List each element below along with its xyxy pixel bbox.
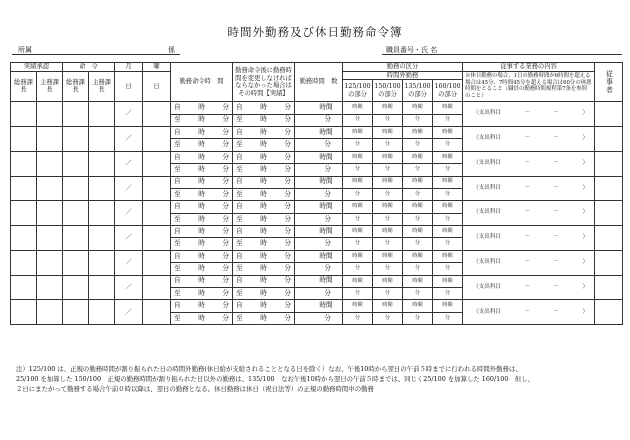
- month-day-cell[interactable]: ／: [115, 126, 143, 151]
- duty-cell[interactable]: （支出科目 － － ）: [463, 250, 595, 275]
- rate-160-min-cell[interactable]: 分: [433, 114, 463, 126]
- rate-150-cell[interactable]: 時間: [373, 250, 403, 262]
- changed-time-to-cell[interactable]: 至 時 分: [233, 238, 295, 250]
- table-row: [11, 201, 623, 213]
- changed-time-from-cell[interactable]: 自 時 分: [233, 151, 295, 163]
- approval-chief-cell[interactable]: [37, 151, 63, 176]
- order-time-from-cell[interactable]: 自 時 分: [171, 226, 233, 238]
- order-chief-cell[interactable]: [89, 250, 115, 275]
- rate-150-min-cell[interactable]: 分: [373, 312, 403, 324]
- changed-time-to-cell[interactable]: 至 時 分: [233, 213, 295, 225]
- work-minutes-cell[interactable]: 分: [295, 139, 343, 151]
- order-gm-cell[interactable]: [63, 226, 89, 251]
- rate-160-cell[interactable]: 時間: [433, 275, 463, 287]
- order-time-from-cell[interactable]: 自 時 分: [171, 275, 233, 287]
- duty-cell[interactable]: （支出科目 － － ）: [463, 176, 595, 201]
- rate-150-min-cell[interactable]: 分: [373, 213, 403, 225]
- weekday-cell[interactable]: [143, 201, 171, 226]
- order-chief-cell[interactable]: [89, 275, 115, 300]
- rate-135-cell[interactable]: 時間: [403, 226, 433, 238]
- rate-160-min-cell[interactable]: 分: [433, 188, 463, 200]
- order-gm-cell[interactable]: [63, 151, 89, 176]
- approval-gm-cell[interactable]: [11, 300, 37, 325]
- approval-gm-cell[interactable]: [11, 151, 37, 176]
- order-time-from-cell[interactable]: 自 時 分: [171, 151, 233, 163]
- approval-chief-cell[interactable]: [37, 176, 63, 201]
- changed-time-header: 勤務命令後に勤務時間を変更しなければならなかった場合はその時間【実績】: [233, 63, 295, 102]
- changed-time-to-cell[interactable]: 至 時 分: [233, 114, 295, 126]
- month-header: 月: [115, 63, 143, 72]
- day-header: 日: [115, 71, 143, 102]
- rate-160-header: 160/100の部分: [433, 80, 463, 102]
- rate-150-min-cell[interactable]: 分: [373, 164, 403, 176]
- approval-header: 実績承認: [11, 63, 63, 72]
- order-time-to-cell[interactable]: 至 時 分: [171, 139, 233, 151]
- note-line-3: ２日にまたがって勤務する場合午前０時以降は、翌日の勤務となる。休日勤務は休日（祝日法等）の正規の勤務時間中の勤務: [16, 385, 374, 394]
- rate-135-min-cell[interactable]: 分: [403, 188, 433, 200]
- weekday-cell[interactable]: [143, 151, 171, 176]
- order-chief-header: 主務課長: [89, 71, 115, 102]
- rate-160-cell[interactable]: 時間: [433, 250, 463, 262]
- rate-125-min-cell[interactable]: 分: [343, 213, 373, 225]
- rate-135-min-cell[interactable]: 分: [403, 114, 433, 126]
- approval-chief-cell[interactable]: [37, 300, 63, 325]
- work-minutes-cell[interactable]: 分: [295, 213, 343, 225]
- work-hours-header: 勤務時間 数: [295, 63, 343, 102]
- rate-125-min-cell[interactable]: 分: [343, 114, 373, 126]
- work-hours-cell[interactable]: 時間: [295, 201, 343, 213]
- work-hours-cell[interactable]: 時間: [295, 126, 343, 138]
- changed-time-from-cell[interactable]: 自 時 分: [233, 201, 295, 213]
- rate-135-cell[interactable]: 時間: [403, 126, 433, 138]
- order-chief-cell[interactable]: [89, 102, 115, 127]
- approval-gm-cell[interactable]: [11, 126, 37, 151]
- rate-160-cell[interactable]: 時間: [433, 126, 463, 138]
- weekday-cell[interactable]: [143, 176, 171, 201]
- duty-cell[interactable]: （支出科目 － － ）: [463, 201, 595, 226]
- rate-150-min-cell[interactable]: 分: [373, 263, 403, 275]
- weekday-cell[interactable]: [143, 226, 171, 251]
- order-gm-cell[interactable]: [63, 201, 89, 226]
- work-minutes-cell[interactable]: 分: [295, 188, 343, 200]
- rate-125-header: 125/100の部分: [343, 80, 373, 102]
- rate-160-cell[interactable]: 時間: [433, 176, 463, 188]
- duty-cell[interactable]: （支出科目 － － ）: [463, 300, 595, 325]
- weekday-cell[interactable]: [143, 300, 171, 325]
- rate-125-min-cell[interactable]: 分: [343, 164, 373, 176]
- weekday-cell[interactable]: [143, 250, 171, 275]
- worker-cell[interactable]: [595, 300, 623, 325]
- table-row: [11, 102, 623, 114]
- rate-150-cell[interactable]: 時間: [373, 151, 403, 163]
- work-minutes-cell[interactable]: 分: [295, 263, 343, 275]
- order-time-from-cell[interactable]: 自 時 分: [171, 126, 233, 138]
- work-hours-cell[interactable]: 時間: [295, 226, 343, 238]
- changed-time-from-cell[interactable]: 自 時 分: [233, 126, 295, 138]
- changed-time-to-cell[interactable]: 至 時 分: [233, 164, 295, 176]
- table-row: [11, 176, 623, 188]
- order-time-from-cell[interactable]: 自 時 分: [171, 300, 233, 312]
- changed-time-from-cell[interactable]: 自 時 分: [233, 102, 295, 114]
- rate-135-min-cell[interactable]: 分: [403, 213, 433, 225]
- order-general-manager-header: 総務課長: [63, 71, 89, 102]
- order-chief-cell[interactable]: [89, 176, 115, 201]
- notes: [16, 364, 616, 395]
- rate-135-min-cell[interactable]: 分: [403, 288, 433, 300]
- duty-cell[interactable]: （支出科目 － － ）: [463, 151, 595, 176]
- weekday-cell[interactable]: [143, 126, 171, 151]
- rate-135-min-cell[interactable]: 分: [403, 238, 433, 250]
- changed-time-from-cell[interactable]: 自 時 分: [233, 275, 295, 287]
- worker-cell[interactable]: [595, 102, 623, 127]
- rate-135-min-cell[interactable]: 分: [403, 312, 433, 324]
- duty-cell[interactable]: （支出科目 － － ）: [463, 226, 595, 251]
- approval-gm-cell[interactable]: [11, 102, 37, 127]
- rate-160-min-cell[interactable]: 分: [433, 288, 463, 300]
- approval-gm-cell[interactable]: [11, 201, 37, 226]
- rate-135-header: 135/100の部分: [403, 80, 433, 102]
- work-minutes-cell[interactable]: 分: [295, 288, 343, 300]
- rate-160-cell[interactable]: 時間: [433, 151, 463, 163]
- order-time-header: 勤務命令時 間: [171, 63, 233, 102]
- rate-150-min-cell[interactable]: 分: [373, 139, 403, 151]
- work-minutes-cell[interactable]: 分: [295, 114, 343, 126]
- staff-underline: [382, 54, 622, 55]
- work-hours-cell[interactable]: 時間: [295, 176, 343, 188]
- weekday-header: 曜: [143, 63, 171, 72]
- rate-150-min-cell[interactable]: 分: [373, 288, 403, 300]
- rate-150-cell[interactable]: 時間: [373, 201, 403, 213]
- work-hours-cell[interactable]: 時間: [295, 250, 343, 262]
- staff-label: 職員番号・氏 名: [386, 46, 438, 54]
- rate-135-cell[interactable]: 時間: [403, 151, 433, 163]
- order-gm-cell[interactable]: [63, 300, 89, 325]
- worker-cell[interactable]: [595, 201, 623, 226]
- table-row: [11, 226, 623, 238]
- order-time-to-cell[interactable]: 至 時 分: [171, 164, 233, 176]
- rate-135-min-cell[interactable]: 分: [403, 164, 433, 176]
- rate-160-cell[interactable]: 時間: [433, 300, 463, 312]
- rate-135-cell[interactable]: 時間: [403, 275, 433, 287]
- month-day-cell[interactable]: ／: [115, 300, 143, 325]
- rate-125-min-cell[interactable]: 分: [343, 139, 373, 151]
- order-time-to-cell[interactable]: 至 時 分: [171, 263, 233, 275]
- changed-time-from-cell[interactable]: 自 時 分: [233, 176, 295, 188]
- rate-125-cell[interactable]: 時間: [343, 226, 373, 238]
- rate-135-cell[interactable]: 時間: [403, 102, 433, 114]
- general-manager-header: 総務課長: [11, 71, 37, 102]
- order-gm-cell[interactable]: [63, 250, 89, 275]
- work-hours-cell[interactable]: 時間: [295, 151, 343, 163]
- rate-150-min-cell[interactable]: 分: [373, 188, 403, 200]
- rate-125-cell[interactable]: 時間: [343, 176, 373, 188]
- worker-header: 従事者: [595, 63, 623, 102]
- affiliation-label: 所属: [18, 46, 32, 54]
- table-row: [11, 275, 623, 287]
- page-title: 時間外勤務及び休日勤務命令簿: [227, 25, 403, 39]
- rate-125-cell[interactable]: 時間: [343, 201, 373, 213]
- rate-125-min-cell[interactable]: 分: [343, 188, 373, 200]
- changed-time-to-cell[interactable]: 至 時 分: [233, 312, 295, 324]
- category-header: 勤務の区分: [343, 63, 463, 72]
- rate-125-cell[interactable]: 時間: [343, 250, 373, 262]
- changed-time-to-cell[interactable]: 至 時 分: [233, 288, 295, 300]
- rate-125-cell[interactable]: 時間: [343, 300, 373, 312]
- month-day-cell[interactable]: ／: [115, 250, 143, 275]
- rate-150-cell[interactable]: 時間: [373, 126, 403, 138]
- weekday-cell[interactable]: [143, 102, 171, 127]
- order-chief-cell[interactable]: [89, 226, 115, 251]
- rate-160-min-cell[interactable]: 分: [433, 312, 463, 324]
- rate-160-min-cell[interactable]: 分: [433, 213, 463, 225]
- work-minutes-cell[interactable]: 分: [295, 164, 343, 176]
- table-row: [11, 126, 623, 138]
- approval-gm-cell[interactable]: [11, 275, 37, 300]
- section-label: 係: [168, 46, 175, 54]
- approval-gm-cell[interactable]: [11, 176, 37, 201]
- rate-150-cell[interactable]: 時間: [373, 226, 403, 238]
- order-header: 命 令: [63, 63, 115, 72]
- rate-125-min-cell[interactable]: 分: [343, 263, 373, 275]
- approval-gm-cell[interactable]: [11, 250, 37, 275]
- worker-cell[interactable]: [595, 151, 623, 176]
- approval-chief-cell[interactable]: [37, 226, 63, 251]
- order-time-from-cell[interactable]: 自 時 分: [171, 102, 233, 114]
- month-day-cell[interactable]: ／: [115, 151, 143, 176]
- note-line-2: 25/100 を加算した 150/100 正規の勤務時間が割り振られた日以外の勤務は、135/100 なお午後10時から翌日の午前５時までは、同じく25/100 を加算した 160/100 但し、: [16, 375, 534, 384]
- changed-time-to-cell[interactable]: 至 時 分: [233, 263, 295, 275]
- rate-160-cell[interactable]: 時間: [433, 102, 463, 114]
- order-gm-cell[interactable]: [63, 126, 89, 151]
- worker-cell[interactable]: [595, 275, 623, 300]
- month-day-cell[interactable]: ／: [115, 201, 143, 226]
- rate-125-cell[interactable]: 時間: [343, 275, 373, 287]
- duty-cell[interactable]: （支出科目 － － ）: [463, 275, 595, 300]
- rate-150-min-cell[interactable]: 分: [373, 238, 403, 250]
- order-time-to-cell[interactable]: 至 時 分: [171, 312, 233, 324]
- rate-125-cell[interactable]: 時間: [343, 151, 373, 163]
- work-hours-cell[interactable]: 時間: [295, 300, 343, 312]
- duty-note: ※休日勤務の場合、1日の勤務時間が6時間を超える場合は45分、7時間45分を超える場合は60分の休憩時間をとること（職員の勤務時間規程第7条を参照のこと）: [463, 71, 595, 102]
- rate-125-cell[interactable]: 時間: [343, 126, 373, 138]
- duty-header: 従事する業務の内容: [463, 63, 595, 72]
- order-time-to-cell[interactable]: 至 時 分: [171, 114, 233, 126]
- table-row: [11, 250, 623, 262]
- rate-150-min-cell[interactable]: 分: [373, 114, 403, 126]
- changed-time-from-cell[interactable]: 自 時 分: [233, 226, 295, 238]
- approval-chief-cell[interactable]: [37, 275, 63, 300]
- rate-160-min-cell[interactable]: 分: [433, 238, 463, 250]
- rate-125-min-cell[interactable]: 分: [343, 238, 373, 250]
- approval-chief-cell[interactable]: [37, 126, 63, 151]
- rate-135-cell[interactable]: 時間: [403, 250, 433, 262]
- order-gm-cell[interactable]: [63, 275, 89, 300]
- changed-time-from-cell[interactable]: 自 時 分: [233, 250, 295, 262]
- rate-160-cell[interactable]: 時間: [433, 226, 463, 238]
- changed-time-to-cell[interactable]: 至 時 分: [233, 139, 295, 151]
- month-day-cell[interactable]: ／: [115, 176, 143, 201]
- approval-chief-cell[interactable]: [37, 102, 63, 127]
- month-day-cell[interactable]: ／: [115, 102, 143, 127]
- approval-gm-cell[interactable]: [11, 226, 37, 251]
- order-time-from-cell[interactable]: 自 時 分: [171, 201, 233, 213]
- approval-chief-cell[interactable]: [37, 250, 63, 275]
- rate-150-cell[interactable]: 時間: [373, 176, 403, 188]
- order-time-to-cell[interactable]: 至 時 分: [171, 213, 233, 225]
- rate-150-cell[interactable]: 時間: [373, 300, 403, 312]
- order-time-from-cell[interactable]: 自 時 分: [171, 250, 233, 262]
- order-time-to-cell[interactable]: 至 時 分: [171, 188, 233, 200]
- affiliation-underline: [12, 54, 180, 55]
- worker-cell[interactable]: [595, 176, 623, 201]
- work-hours-cell[interactable]: 時間: [295, 102, 343, 114]
- work-minutes-cell[interactable]: 分: [295, 312, 343, 324]
- duty-cell[interactable]: （支出科目 － － ）: [463, 126, 595, 151]
- work-minutes-cell[interactable]: 分: [295, 238, 343, 250]
- month-day-cell[interactable]: ／: [115, 275, 143, 300]
- changed-time-from-cell[interactable]: 自 時 分: [233, 300, 295, 312]
- order-time-from-cell[interactable]: 自 時 分: [171, 176, 233, 188]
- rate-160-cell[interactable]: 時間: [433, 201, 463, 213]
- rate-135-cell[interactable]: 時間: [403, 201, 433, 213]
- day-header-2: 日: [143, 71, 171, 102]
- rate-135-min-cell[interactable]: 分: [403, 139, 433, 151]
- table-row: [11, 300, 623, 312]
- work-hours-cell[interactable]: 時間: [295, 275, 343, 287]
- rate-160-min-cell[interactable]: 分: [433, 139, 463, 151]
- order-time-to-cell[interactable]: 至 時 分: [171, 238, 233, 250]
- month-day-cell[interactable]: ／: [115, 226, 143, 251]
- chief-header: 主務課長: [37, 71, 63, 102]
- rate-150-header: 150/100の部分: [373, 80, 403, 102]
- worker-cell[interactable]: [595, 126, 623, 151]
- rate-125-cell[interactable]: 時間: [343, 102, 373, 114]
- worker-cell[interactable]: [595, 250, 623, 275]
- rate-135-cell[interactable]: 時間: [403, 300, 433, 312]
- rate-150-cell[interactable]: 時間: [373, 275, 403, 287]
- rate-135-min-cell[interactable]: 分: [403, 263, 433, 275]
- order-table: [10, 62, 623, 325]
- weekday-cell[interactable]: [143, 275, 171, 300]
- rate-135-cell[interactable]: 時間: [403, 176, 433, 188]
- order-chief-cell[interactable]: [89, 300, 115, 325]
- rate-160-min-cell[interactable]: 分: [433, 164, 463, 176]
- order-gm-cell[interactable]: [63, 102, 89, 127]
- order-chief-cell[interactable]: [89, 151, 115, 176]
- order-chief-cell[interactable]: [89, 201, 115, 226]
- order-gm-cell[interactable]: [63, 176, 89, 201]
- rate-125-min-cell[interactable]: 分: [343, 288, 373, 300]
- approval-chief-cell[interactable]: [37, 201, 63, 226]
- rate-160-min-cell[interactable]: 分: [433, 263, 463, 275]
- order-chief-cell[interactable]: [89, 126, 115, 151]
- worker-cell[interactable]: [595, 226, 623, 251]
- rate-150-cell[interactable]: 時間: [373, 102, 403, 114]
- overtime-header: 時間外勤務: [343, 71, 463, 80]
- note-line-1: 注）125/100 は、正規の勤務時間が割り振られた日の時間外勤務(休日給が支給されることとなる日を除く）なお、午後10時から翌日の午前５時までに行われる時間外勤務は、: [16, 365, 522, 373]
- order-time-to-cell[interactable]: 至 時 分: [171, 288, 233, 300]
- table-row: [11, 151, 623, 163]
- rate-125-min-cell[interactable]: 分: [343, 312, 373, 324]
- changed-time-to-cell[interactable]: 至 時 分: [233, 188, 295, 200]
- duty-cell[interactable]: （支出科目 － － ）: [463, 102, 595, 127]
